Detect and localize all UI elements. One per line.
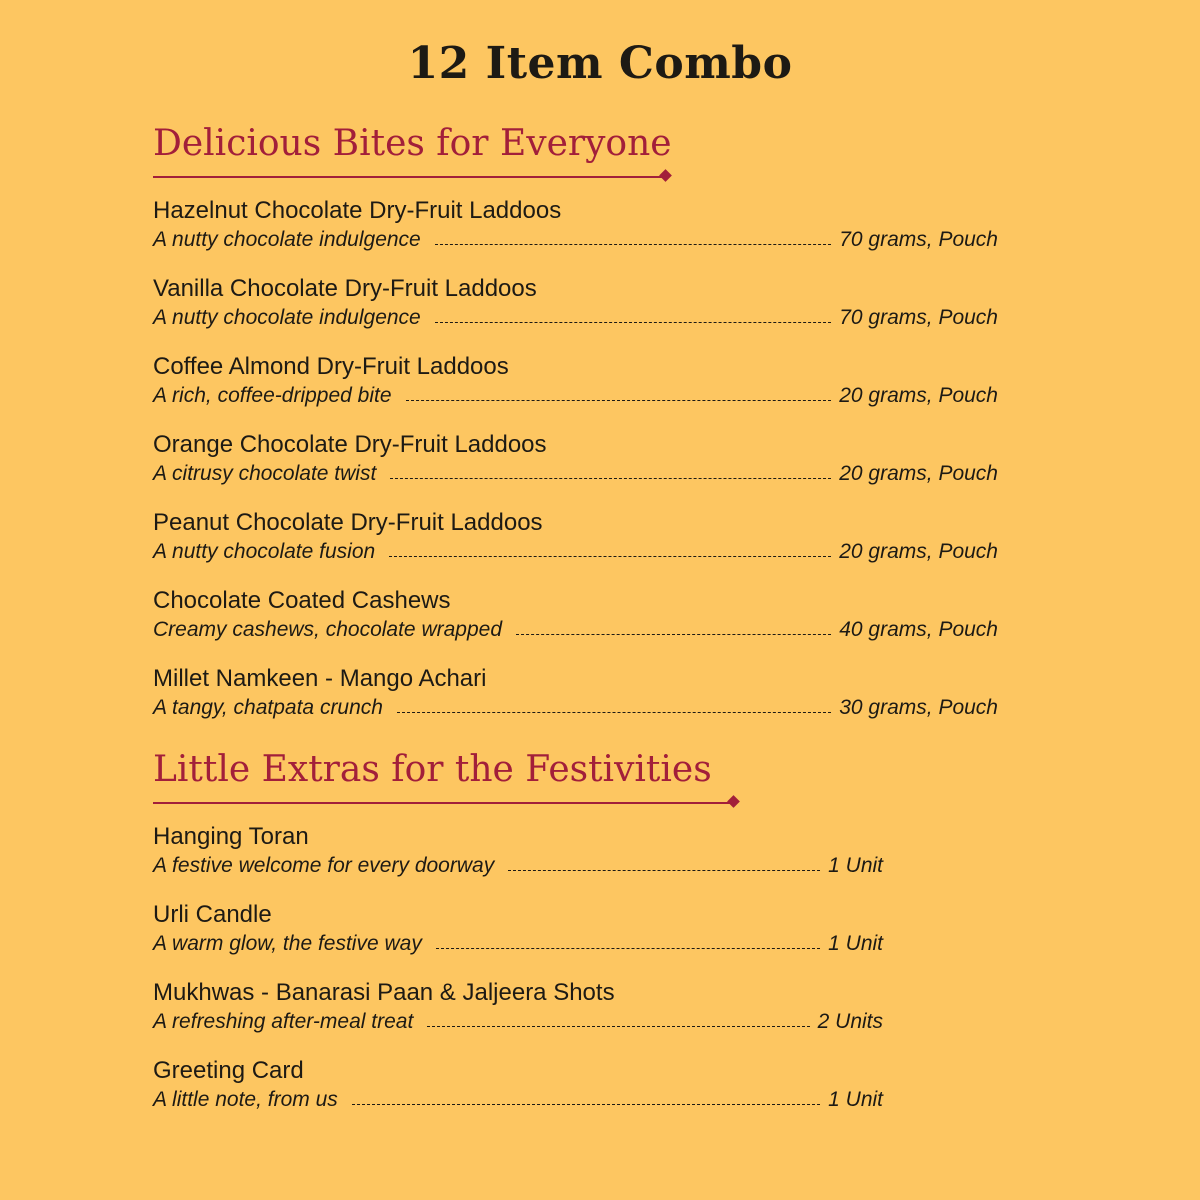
item-detail-row: [153, 304, 998, 332]
dotted-leader: [406, 399, 832, 401]
list-item: [153, 196, 998, 274]
page-title: 12 Item Combo: [407, 38, 793, 89]
item-description: Creamy cashews, chocolate wrapped: [153, 618, 503, 641]
item-name: Vanilla Chocolate Dry-Fruit Laddoos: [153, 275, 537, 302]
dotted-leader: [352, 1103, 820, 1105]
list-item: [153, 430, 998, 508]
item-description: A festive welcome for every doorway: [153, 854, 495, 877]
list-item: [153, 508, 998, 586]
item-quantity: 70 grams, Pouch: [839, 306, 998, 329]
heading-underline: [153, 802, 733, 804]
item-detail-row: [153, 694, 998, 722]
diamond-icon: [659, 169, 672, 182]
item-description: A tangy, chatpata crunch: [153, 696, 383, 719]
item-quantity: 40 grams, Pouch: [839, 618, 998, 641]
item-name: Chocolate Coated Cashews: [153, 587, 451, 614]
item-description: A refreshing after-meal treat: [153, 1010, 414, 1033]
dotted-leader: [397, 711, 831, 713]
heading-underline: [153, 176, 665, 178]
item-name: Hazelnut Chocolate Dry-Fruit Laddoos: [153, 197, 562, 224]
item-quantity: 20 grams, Pouch: [839, 384, 998, 407]
item-description: A nutty chocolate fusion: [153, 540, 376, 563]
item-quantity: 1 Unit: [828, 854, 883, 877]
list-item: [153, 274, 998, 352]
list-item: [153, 586, 998, 664]
item-description: A citrusy chocolate twist: [153, 462, 377, 485]
section-little-extras: [153, 748, 883, 1134]
dotted-leader: [390, 477, 831, 479]
item-list: [153, 196, 998, 742]
section-delicious-bites: [153, 122, 998, 742]
item-detail-row: [153, 1008, 883, 1036]
dotted-leader: [435, 321, 831, 323]
dotted-leader: [508, 869, 820, 871]
item-detail-row: [153, 226, 998, 254]
item-name: Millet Namkeen - Mango Achari: [153, 665, 487, 692]
item-description: A little note, from us: [153, 1088, 338, 1111]
item-quantity: 20 grams, Pouch: [839, 462, 998, 485]
item-quantity: 1 Unit: [828, 1088, 883, 1111]
dotted-leader: [435, 243, 831, 245]
dotted-leader: [436, 947, 820, 949]
item-detail-row: [153, 460, 998, 488]
item-quantity: 30 grams, Pouch: [839, 696, 998, 719]
dotted-leader: [389, 555, 831, 557]
item-quantity: 2 Units: [817, 1010, 883, 1033]
item-quantity: 20 grams, Pouch: [839, 540, 998, 563]
item-detail-row: [153, 382, 998, 410]
item-name: Greeting Card: [153, 1057, 304, 1084]
section-heading: Little Extras for the Festivities: [153, 749, 712, 790]
item-quantity: 70 grams, Pouch: [839, 228, 998, 251]
item-quantity: 1 Unit: [828, 932, 883, 955]
item-name: Hanging Toran: [153, 823, 309, 850]
item-list: [153, 822, 883, 1134]
item-name: Mukhwas - Banarasi Paan & Jaljeera Shots: [153, 979, 615, 1006]
dotted-leader: [427, 1025, 809, 1027]
item-name: Coffee Almond Dry-Fruit Laddoos: [153, 353, 509, 380]
diamond-icon: [727, 795, 740, 808]
item-description: A warm glow, the festive way: [153, 932, 422, 955]
dotted-leader: [516, 633, 831, 635]
item-detail-row: [153, 852, 883, 880]
item-description: A rich, coffee-dripped bite: [153, 384, 392, 407]
list-item: [153, 900, 883, 978]
list-item: [153, 978, 883, 1056]
list-item: [153, 822, 883, 900]
item-description: A nutty chocolate indulgence: [153, 306, 421, 329]
item-description: A nutty chocolate indulgence: [153, 228, 421, 251]
item-name: Orange Chocolate Dry-Fruit Laddoos: [153, 431, 547, 458]
item-detail-row: [153, 930, 883, 958]
list-item: [153, 1056, 883, 1134]
section-heading: Delicious Bites for Everyone: [153, 123, 672, 164]
list-item: [153, 352, 998, 430]
item-detail-row: [153, 1086, 883, 1114]
item-detail-row: [153, 616, 998, 644]
item-name: Peanut Chocolate Dry-Fruit Laddoos: [153, 509, 543, 536]
item-name: Urli Candle: [153, 901, 272, 928]
list-item: [153, 664, 998, 742]
item-detail-row: [153, 538, 998, 566]
